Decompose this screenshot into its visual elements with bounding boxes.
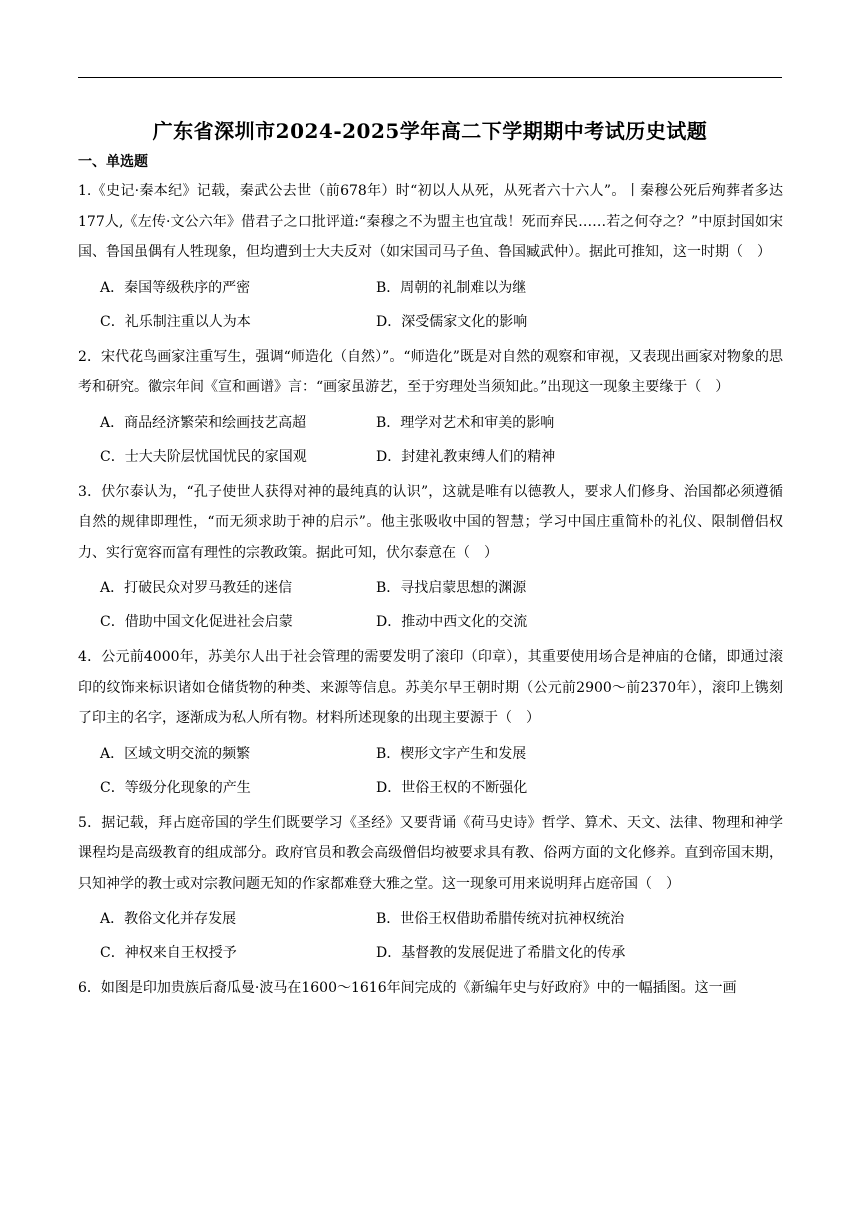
option-c: C．借助中国文化促进社会启蒙	[100, 614, 293, 630]
question-3	[78, 477, 783, 640]
option-group	[78, 737, 783, 805]
option-b: B．楔形文字产生和发展	[376, 745, 527, 762]
question-4	[78, 642, 783, 805]
option-a: A．区域文明交流的频繁	[100, 745, 251, 762]
question-stem: 4．公元前4000年，苏美尔人出于社会管理的需要发明了滚印（印章），其重要使用场合是神庙的仓储，即通过滚印的纹饰来标识诸如仓储货物的种类、来源等信息。苏美尔早王朝时期（公元前2900～前2370年），滚印上镌刻了印主的名字，逐渐成为私人所有物。材料所述现象的出现主要源于（ ）	[78, 649, 783, 726]
header-rule	[78, 77, 782, 78]
question-5	[78, 808, 783, 971]
question-list	[78, 176, 783, 1004]
question-2	[78, 342, 783, 474]
option-d: D．世俗王权的不断强化	[376, 779, 528, 796]
question-stem: 6．如图是印加贵族后裔瓜曼·波马在1600～1616年间完成的《新编年史与好政府》中的一幅插图。这一画	[78, 980, 737, 996]
option-b: B．寻找启蒙思想的渊源	[376, 580, 527, 596]
question-stem: 5．据记载，拜占庭帝国的学生们既要学习《圣经》又要背诵《荷马史诗》哲学、算术、天文、法律、物理和神学课程均是高级教育的组成部分。政府官员和教会高级僧侣均被要求具有教、俗两方面的文化修养。直到帝国末期，只知神学的教士或对宗教问题无知的作家都难登大雅之堂。这一现象可用来说明拜占庭帝国（ ）	[78, 814, 783, 892]
option-a: A．商品经济繁荣和绘画技艺高超	[100, 414, 307, 431]
option-d: D．推动中西文化的交流	[376, 614, 528, 630]
option-c: C．等级分化现象的产生	[100, 779, 251, 796]
page-title: 广东省深圳市2024-2025学年高二下学期期中考试历史试题	[152, 119, 708, 143]
option-d: D．基督教的发展促进了希腊文化的传承	[376, 945, 626, 961]
option-c: C．礼乐制注重以人为本	[100, 313, 251, 330]
option-c: C．神权来自王权授予	[100, 945, 237, 961]
question-stem: 3．伏尔泰认为，“孔子使世人获得对神的最纯真的认识”，这就是唯有以德教人，要求人们修身、治国都必须遵循自然的规律即理性，“而无须求助于神的启示”。他主张吸收中国的智慧；学习中国庄重简朴的礼仪、限制僧侣权力、实行宽容而富有理性的宗教政策。据此可知，伏尔泰意在（ ）	[78, 483, 783, 561]
option-a: A．教俗文化并存发展	[100, 911, 237, 927]
option-group	[78, 271, 783, 339]
option-c: C．士大夫阶层忧国忧民的家国观	[100, 448, 307, 465]
question-stem: 1.《史记·秦本纪》记载，秦武公去世（前678年）时“初以人从死，从死者六十六人”。丨秦穆公死后殉葬者多达177人,《左传·文公六年》借君子之口批评道:“秦穆之不为盟主也宜哉！死而弃民……若之何夺之？”中原封国如宋国、鲁国虽偶有人牲现象，但均遭到士大夫反对（如宋国司马子鱼、鲁国臧武仲）。据此可推知，这一时期（ ）	[78, 183, 783, 260]
option-b: B．世俗王权借助希腊传统对抗神权统治	[376, 911, 625, 927]
option-a: A．打破民众对罗马教廷的迷信	[100, 580, 293, 596]
section-heading: 一、单选题	[78, 154, 148, 170]
option-a: A．秦国等级秩序的严密	[100, 279, 251, 296]
question-stem: 2．宋代花鸟画家注重写生，强调“师造化（自然）”。“师造化”既是对自然的观察和审视，又表现出画家对物象的思考和研究。徽宗年间《宣和画谱》言：“画家虽游艺，至于穷理处当须知此。”出现这一现象主要缘于（ ）	[78, 348, 783, 395]
option-d: D．深受儒家文化的影响	[376, 313, 528, 330]
question-6	[78, 973, 783, 1004]
option-b: B．周朝的礼制难以为继	[376, 279, 527, 296]
option-d: D．封建礼教束缚人们的精神	[376, 448, 556, 465]
question-1	[78, 176, 783, 339]
option-group	[78, 902, 783, 970]
option-b: B．理学对艺术和审美的影响	[376, 414, 555, 431]
option-group	[78, 571, 783, 639]
option-group	[78, 406, 783, 474]
